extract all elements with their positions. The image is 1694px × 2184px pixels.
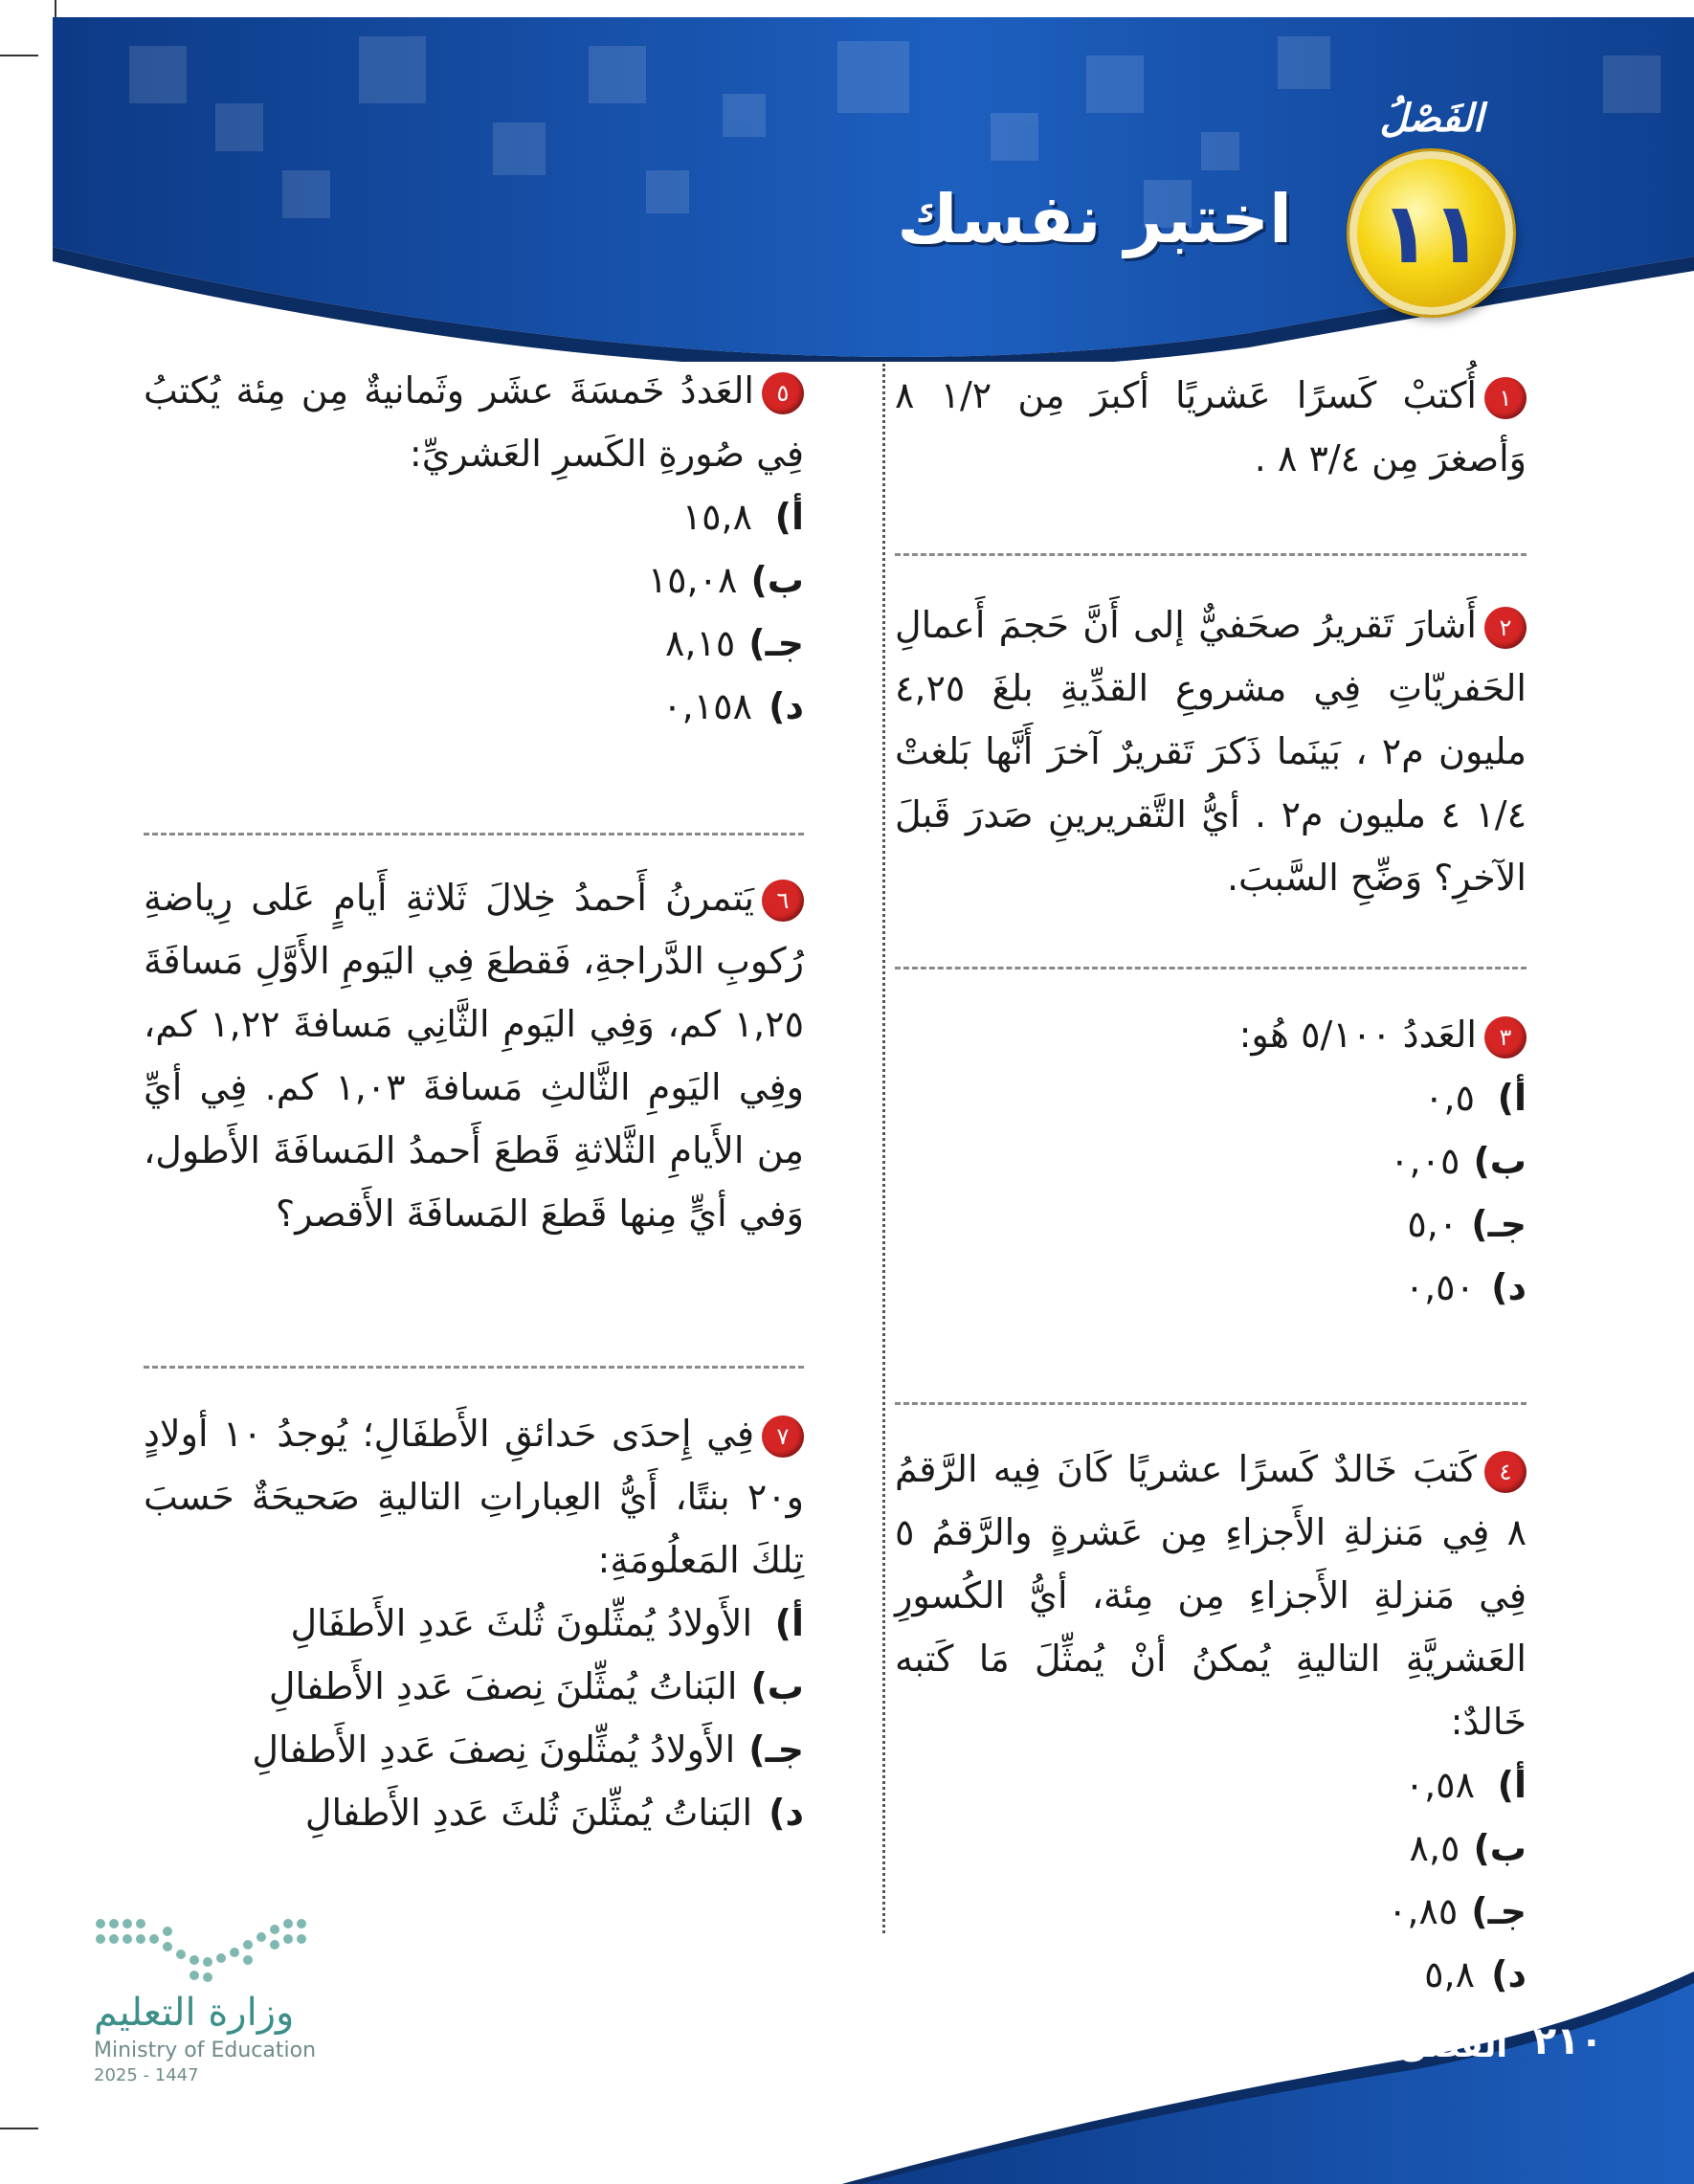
option-value: ٠,٨٥ bbox=[1387, 1890, 1459, 1932]
question-text: كَتبَ خَالدٌ كَسرًا عشريًا كَانَ فِيه الرَّقمُ ٨ فِي مَنزلةِ الأَجزاءِ مِن عَشرةٍ والرَّقمُ ٥ فِي مَنزلةِ الأَجزاءِ مِن مِئة، أيُّ الكُسورِ العَشريَّةِ التاليةِ يُمكنُ أنْ يُمثِّلَ مَا كَتبه خَالدٌ: bbox=[895, 1448, 1527, 1743]
option-d bbox=[144, 1781, 804, 1844]
option-letter: د) bbox=[769, 1792, 804, 1834]
option-a bbox=[144, 1592, 804, 1655]
question-number-badge: ١ bbox=[1484, 377, 1527, 419]
option-a bbox=[895, 1066, 1527, 1129]
option-c bbox=[144, 1718, 804, 1781]
question-number-badge: ٢ bbox=[1484, 607, 1527, 649]
option-letter: ب) bbox=[1473, 1827, 1527, 1869]
question-separator bbox=[895, 553, 1527, 556]
page-number: ٢١٠ bbox=[1532, 2019, 1603, 2063]
option-letter: د) bbox=[1491, 1953, 1527, 1995]
option-a bbox=[144, 485, 804, 548]
question-text: أَشارَ تَقريرُ صحَفيٌّ إلى أَنَّ حَجمَ أَعمالِ الحَفريّاتِ فِي مشروعِ القدِّيةِ بلغَ ٤,٢٥ مليون م٢ ، بَينَما ذَكرَ تَقريرٌ آخرَ أَنَّها بَلغتْ ١/٤ ٤ مليون م٢ . أيُّ التَّقريرينِ صَدرَ قَبلَ الآخرِ؟ وَضِّحِ السَّببَ. bbox=[895, 604, 1527, 899]
option-value: الأَولادُ يُمثِّلونَ نِصفَ عَددِ الأَطفالِ bbox=[252, 1728, 736, 1771]
chapter-badge bbox=[1349, 151, 1513, 315]
question-separator bbox=[144, 1366, 804, 1369]
footer-banner bbox=[842, 1972, 1694, 2184]
option-letter: جـ) bbox=[1471, 1203, 1527, 1245]
option-value: ٨,١٥ bbox=[664, 622, 736, 664]
column-divider bbox=[882, 364, 885, 1933]
option-value: ٥,٨ bbox=[1424, 1953, 1475, 1995]
question-5 bbox=[144, 359, 804, 738]
option-value: الأَولادُ يُمثِّلونَ ثُلثَ عَددِ الأَطفَالِ bbox=[290, 1602, 752, 1644]
option-value: ٨,٥ bbox=[1409, 1827, 1460, 1869]
question-text: أُكتبْ كَسرًا عَشريًا أكبرَ مِن ١/٢ ٨ وَأصغرَ مِن ٣/٤ ٨ . bbox=[895, 374, 1527, 479]
option-a bbox=[895, 1753, 1527, 1816]
question-text: يَتمرنُ أَحمدُ خِلالَ ثَلاثةِ أَيامٍ عَلى رِياضةِ رُكوبِ الدَّراجةِ، فَقطعَ فِي اليَومِ الأَوَّلِ مَسافَةَ ١,٢٥ كم، وَفِي اليَومِ الثَّانِي مَسافةَ ١,٢٢ كم، وفِي اليَومِ الثَّالثِ مَسافةَ ١,٠٣ كم. فِي أيِّ مِن الأَيامِ الثَّلاثةِ قَطعَ أَحمدُ المَسافَةَ الأَطول، وَفي أيٍّ مِنها قَطعَ المَسافَةَ الأَقصر؟ bbox=[144, 877, 804, 1235]
option-letter: د) bbox=[1491, 1266, 1527, 1308]
ministry-logo-icon bbox=[91, 1914, 321, 1991]
option-value: ٠,٥ bbox=[1424, 1077, 1475, 1119]
question-4 bbox=[895, 1437, 1527, 2006]
option-c bbox=[895, 1880, 1527, 1943]
option-letter: ب) bbox=[750, 559, 804, 601]
question-number-badge: ٧ bbox=[762, 1415, 804, 1458]
option-letter: ب) bbox=[1473, 1140, 1527, 1182]
option-value: ٠,٥٨ bbox=[1404, 1764, 1475, 1806]
question-2 bbox=[895, 593, 1527, 909]
footer-chapter-label: الفصل الحادي عشر: الكسور العشرية bbox=[918, 2027, 1507, 2065]
option-letter: أ) bbox=[774, 1602, 804, 1644]
option-b bbox=[144, 548, 804, 612]
option-b bbox=[895, 1816, 1527, 1880]
option-value: البَناتُ يُمثِّلنَ نِصفَ عَددِ الأَطفالِ bbox=[268, 1665, 738, 1707]
option-value: ١٥,٠٨ bbox=[647, 559, 738, 601]
option-d bbox=[144, 675, 804, 738]
chapter-number: ١١ bbox=[1379, 184, 1483, 282]
question-text: العَددُ ٥/١٠٠ هُو: bbox=[1238, 1014, 1477, 1056]
option-d bbox=[895, 1256, 1527, 1319]
option-b bbox=[895, 1129, 1527, 1192]
page-title: اختبر نفسك bbox=[897, 180, 1292, 258]
question-number-badge: ٤ bbox=[1484, 1451, 1527, 1493]
crop-mark bbox=[0, 55, 38, 56]
question-number-badge: ٥ bbox=[762, 372, 804, 414]
question-6 bbox=[144, 866, 804, 1245]
option-value: ٠,٠٥ bbox=[1390, 1140, 1460, 1182]
option-letter: جـ) bbox=[748, 622, 804, 664]
option-b bbox=[144, 1655, 804, 1718]
option-value: ٥,٠ bbox=[1407, 1203, 1459, 1245]
option-letter: أ) bbox=[1497, 1077, 1527, 1119]
option-letter: جـ) bbox=[1471, 1890, 1527, 1932]
question-number-badge: ٣ bbox=[1484, 1016, 1527, 1059]
option-value: ٠,١٥٨ bbox=[662, 685, 752, 727]
ministry-name-arabic: وزارة التعليم bbox=[94, 1991, 295, 2035]
option-letter: جـ) bbox=[748, 1728, 804, 1771]
question-separator bbox=[144, 833, 804, 836]
question-separator bbox=[895, 967, 1527, 969]
question-number-badge: ٦ bbox=[762, 880, 804, 922]
question-3 bbox=[895, 1003, 1527, 1319]
option-letter: أ) bbox=[1497, 1764, 1527, 1806]
ministry-name-english: Ministry of Education bbox=[94, 2039, 317, 2062]
option-value: ١٥,٨ bbox=[681, 496, 752, 538]
option-value: ٠,٥٠ bbox=[1404, 1266, 1475, 1308]
question-text: العَددُ خَمسَةَ عشَر وثَمانيةٌ مِن مِئة يُكتبُ فِي صُورةِ الكَسرِ العَشريِّ: bbox=[144, 369, 804, 475]
chapter-word: الفَصْلُ bbox=[1379, 96, 1483, 141]
crop-mark bbox=[0, 2128, 38, 2129]
question-separator bbox=[895, 1402, 1527, 1405]
question-1 bbox=[895, 364, 1527, 490]
option-letter: أ) bbox=[774, 496, 804, 538]
option-letter: د) bbox=[769, 685, 804, 727]
question-7 bbox=[144, 1402, 804, 1844]
option-value: البَناتُ يُمثِّلنَ ثُلثَ عَددِ الأَطفالِ bbox=[304, 1792, 752, 1834]
option-letter: ب) bbox=[750, 1665, 804, 1707]
question-text: فِي إِحدَى حَدائقِ الأَطفَالِ؛ يُوجدُ ١٠ أولادٍ و٢٠ بنتًا، أَيُّ العِباراتِ التاليةِ صَحيحَةٌ حَسبَ تِلكَ المَعلُومَةِ: bbox=[144, 1413, 804, 1581]
ministry-year: 2025 - 1447 bbox=[94, 2065, 199, 2085]
option-c bbox=[144, 612, 804, 675]
option-c bbox=[895, 1192, 1527, 1256]
